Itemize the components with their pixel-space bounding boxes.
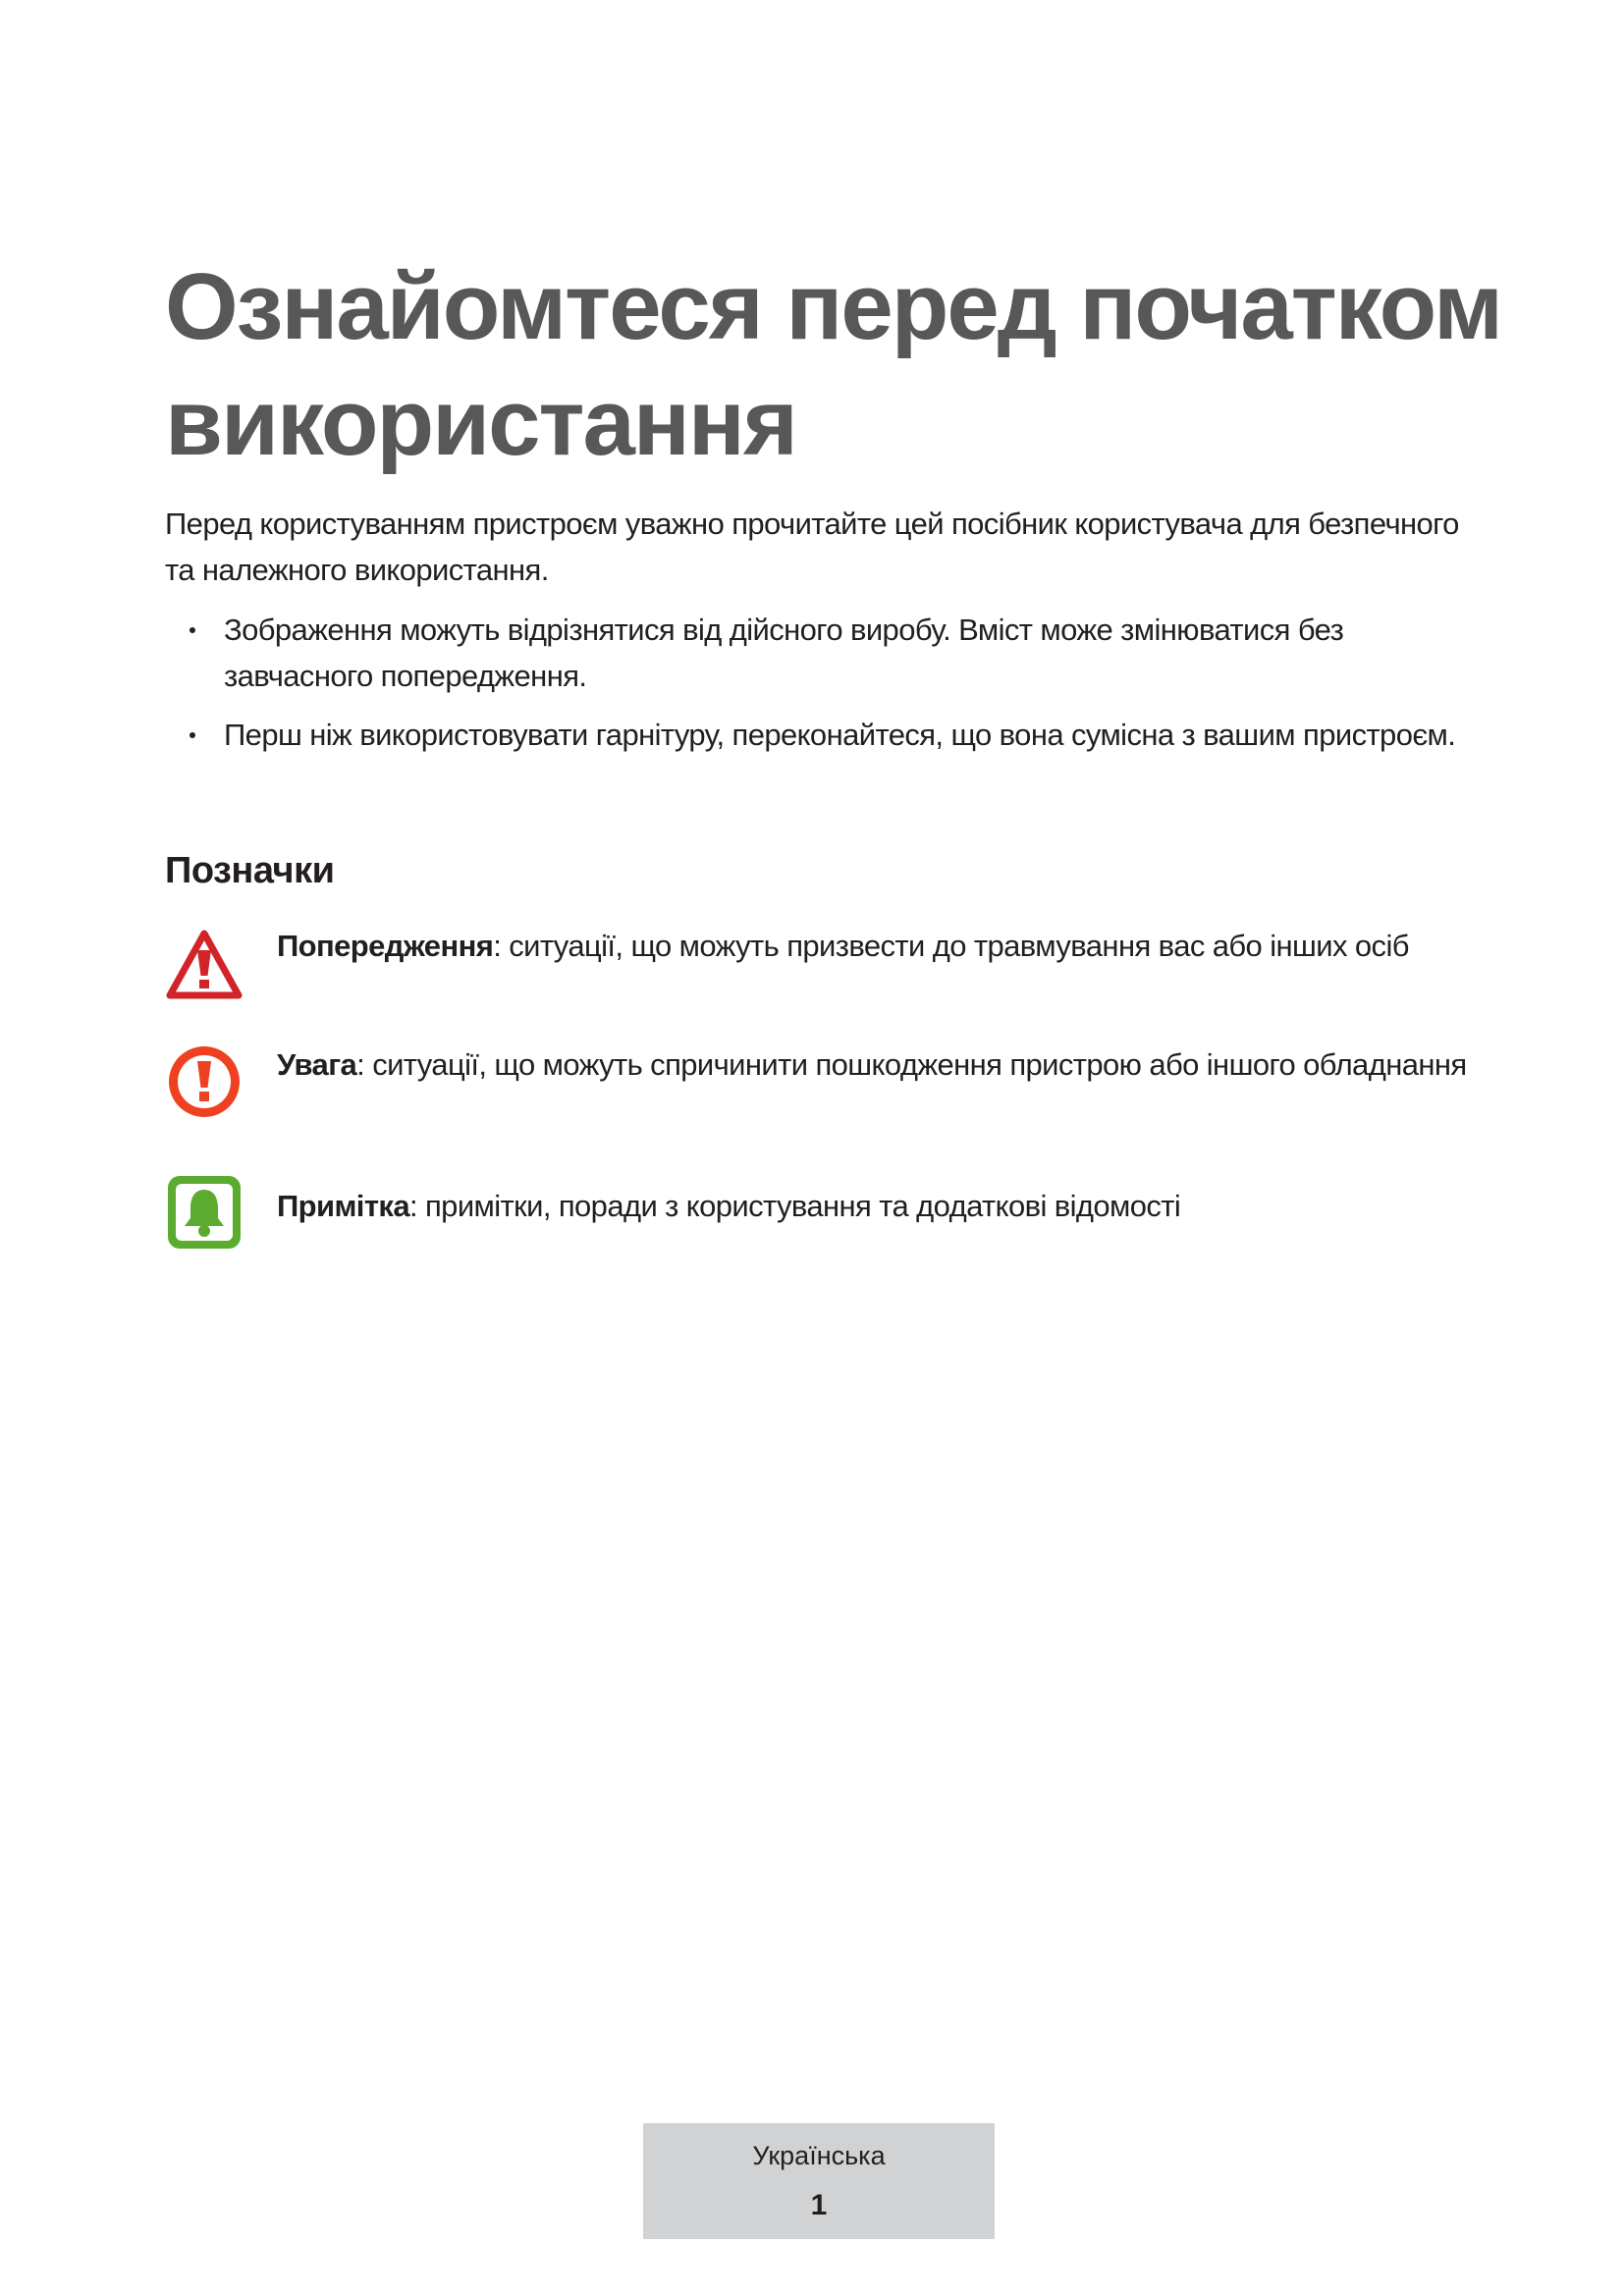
note-bell-icon: [165, 1173, 244, 1252]
page-title: [165, 249, 1540, 481]
page-title-line1: Ознайомтеся перед початком: [165, 254, 1501, 359]
bullet-dot-icon: [189, 732, 195, 738]
notice-separator: :: [356, 1047, 373, 1082]
notice-warning-text: [277, 923, 1475, 969]
notice-caution-description: ситуації, що можуть спричинити пошкодження пристрою або іншого обладнання: [372, 1047, 1467, 1082]
page-footer: [643, 2123, 995, 2239]
notice-caution-label: Увага: [277, 1047, 357, 1082]
notice-separator: :: [408, 1189, 425, 1223]
intro-paragraph: Перед користуванням пристроєм уважно прочитайте цей посібник користувача для безпечного та належного використання.: [165, 507, 1459, 587]
bullet-dot-icon: [189, 627, 195, 633]
bullet-item: [165, 712, 1461, 758]
bullet-item: [165, 607, 1461, 699]
page-title-line2: використання: [165, 370, 796, 475]
notice-note-text: [277, 1183, 1475, 1229]
bullet-list: [165, 607, 1461, 771]
warning-triangle-icon: [165, 927, 244, 1005]
notice-warning-description: ситуації, що можуть призвести до травмування вас або інших осіб: [509, 929, 1409, 963]
notice-warning-label: Попередження: [277, 929, 494, 963]
notice-caution-text: [277, 1041, 1475, 1088]
bullet-text: Перш ніж використовувати гарнітуру, переконайтеся, що вона сумісна з вашим пристроєм.: [224, 718, 1456, 752]
notice-note-description: примітки, поради з користування та додаткові відомості: [425, 1189, 1181, 1223]
page-number: 1: [810, 2189, 828, 2221]
notice-separator: :: [493, 929, 510, 963]
footer-language: Українська: [752, 2141, 886, 2170]
section-title: Позначки: [165, 850, 335, 891]
bullet-text: Зображення можуть відрізнятися від дійсного виробу. Вміст може змінюватися без завчасного попередження.: [224, 613, 1344, 693]
notice-note-label: Примітка: [277, 1189, 409, 1223]
caution-circle-icon: [165, 1042, 244, 1121]
